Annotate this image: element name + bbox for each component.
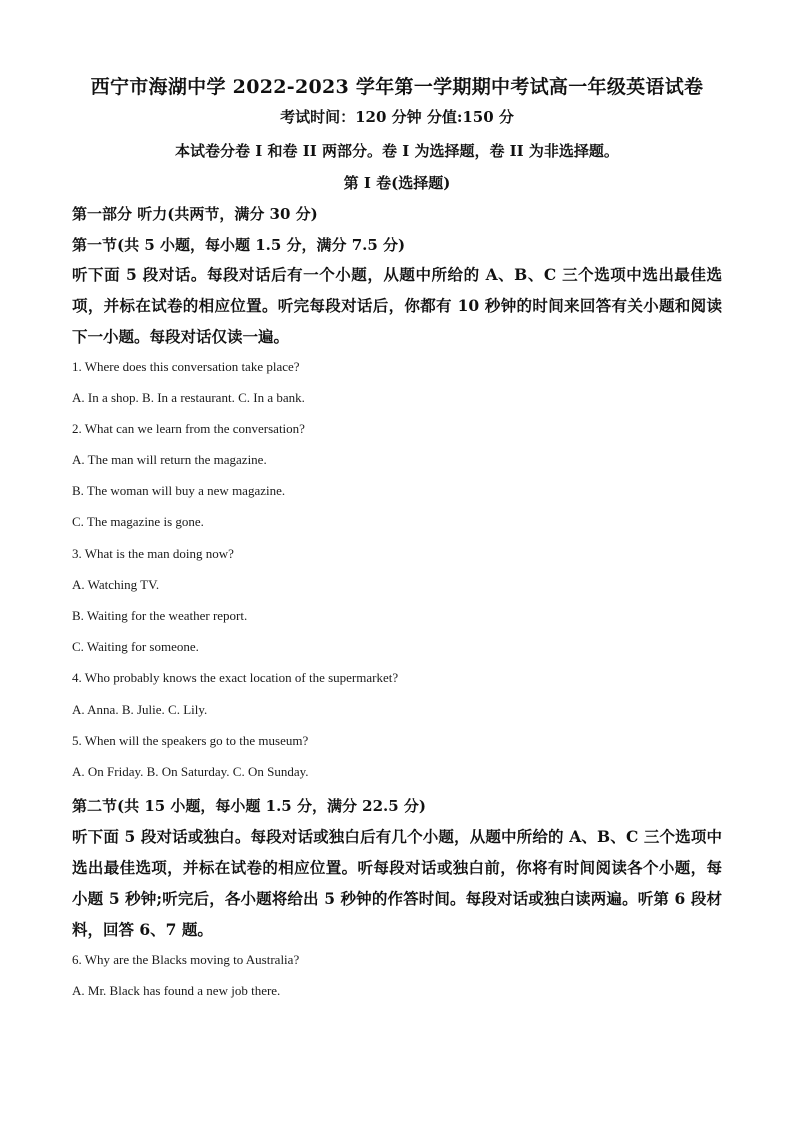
option-line: C. Waiting for someone. xyxy=(72,639,199,654)
option-line: A. The man will return the magazine. xyxy=(72,452,267,467)
option-line: A. Anna. B. Julie. C. Lily. xyxy=(72,702,208,717)
option-line: A. Mr. Black has found a new job there. xyxy=(72,983,281,998)
question-line: 2. What can we learn from the conversation? xyxy=(72,421,305,436)
question-line: 1. Where does this conversation take place? xyxy=(72,359,300,374)
option-line: C. The magazine is gone. xyxy=(72,514,204,529)
option-line: A. Watching TV. xyxy=(72,577,160,592)
volume-note: 本试卷分卷 I 和卷 II 两部分。卷 I 为选择题，卷 II 为非选择题。 xyxy=(175,142,619,160)
option-line: A. On Friday. B. On Saturday. C. On Sunday. xyxy=(72,764,309,779)
option-line: B. The woman will buy a new magazine. xyxy=(72,483,286,498)
exam-info: 考试时间：120 分钟 分值:150 分 xyxy=(280,108,514,126)
question-line: 5. When will the speakers go to the museum? xyxy=(72,733,309,748)
option-line: A. In a shop. B. In a restaurant. C. In a bank. xyxy=(72,390,305,405)
section1-heading: 第一节(共 5 小题，每小题 1.5 分，满分 7.5 分) xyxy=(72,236,406,254)
option-line: B. Waiting for the weather report. xyxy=(72,608,248,623)
section1-instructions: 听下面 5 段对话。每段对话后有一个小题，从题中所给的 A、B、C 三个选项中选出最佳选项，并标在试卷的相应位置。听完每段对话后，你都有 10 秒钟的时间来回答有关小题和阅读下一小题。每段对话仅读一遍。 xyxy=(72,265,722,346)
part1-heading: 第一部分 听力(共两节，满分 30 分) xyxy=(72,205,318,223)
volume-title: 第 I 卷(选择题) xyxy=(343,174,451,192)
question-line: 4. Who probably knows the exact location of the supermarket? xyxy=(72,670,399,685)
exam-title: 西宁市海湖中学 2022-2023 学年第一学期期中考试高一年级英语试卷 xyxy=(90,76,704,98)
question-line: 6. Why are the Blacks moving to Australia? xyxy=(72,952,300,967)
section2-instructions: 听下面 5 段对话或独白。每段对话或独白后有几个小题，从题中所给的 A、B、C 三个选项中选出最佳选项，并标在试卷的相应位置。听每段对话或独白前，你将有时间阅读各个小题，每小题 5 秒钟;听完后，各小题将给出 5 秒钟的作答时间。每段对话或独白读两遍。听第 6 段材料，回答 6、7 题。 xyxy=(72,827,722,939)
section2-heading: 第二节(共 15 小题，每小题 1.5 分，满分 22.5 分) xyxy=(72,797,427,815)
question-line: 3. What is the man doing now? xyxy=(72,546,234,561)
